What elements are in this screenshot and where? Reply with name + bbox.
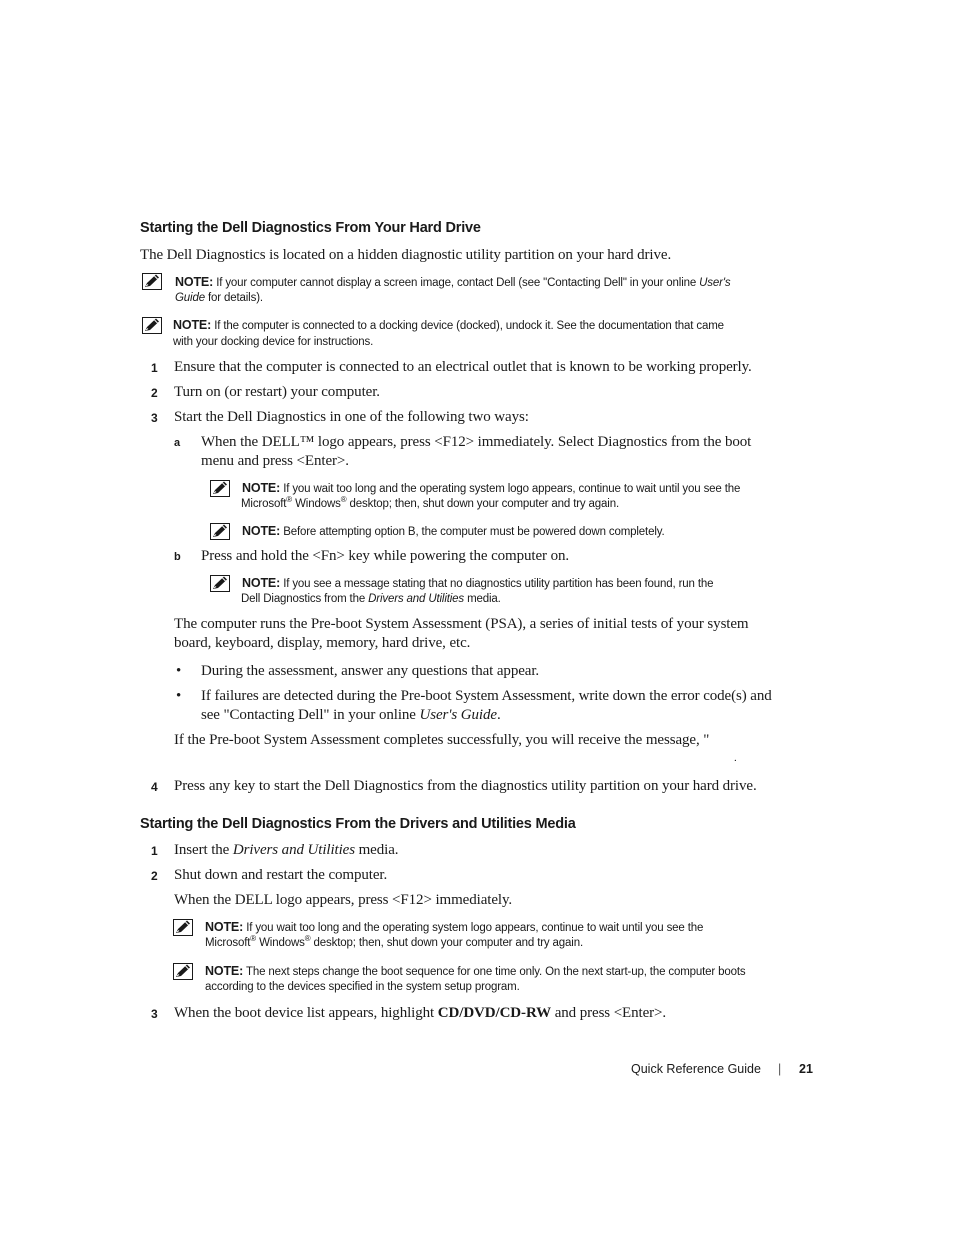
note-6-text: If you wait too long and the operating system logo appears, continue to wait until you see the — [246, 922, 704, 934]
note-6-text-2: desktop; then, shut down your computer and try again. — [313, 937, 583, 949]
registered-mark: ® — [250, 934, 257, 943]
bullet-2-period: . — [496, 707, 501, 723]
note-label: NOTE: — [242, 576, 281, 590]
note-label: NOTE: — [205, 964, 244, 978]
note-5-text: If you see a message stating that no diagnostics utility partition has been found, run the — [283, 578, 714, 590]
note-7-line-2: according to the devices specified in the system setup program. — [205, 981, 520, 993]
step-1-text: Ensure that the computer is connected to an electrical outlet that is known to be working properly. — [174, 359, 752, 375]
note-3-text-2: desktop; then, shut down your computer and try again. — [349, 498, 619, 510]
bullet-2-italic: User's Guide — [419, 707, 497, 723]
note-2-line-2: with your docking device for instructions. — [173, 336, 374, 348]
step-number: 1 — [151, 361, 158, 375]
media-step-1-italic: Drivers and Utilities — [232, 842, 355, 858]
note-label: NOTE: — [205, 920, 244, 934]
note-1-line-1 — [175, 275, 730, 289]
substep-a-line-2: menu and press <Enter>. — [201, 453, 349, 469]
bullet-2-line-1: If failures are detected during the Pre-boot System Assessment, write down the error code(s) and — [201, 688, 772, 704]
media-step-3-b: and press <Enter>. — [554, 1005, 667, 1021]
media-step-1-text — [174, 842, 398, 859]
note-label: NOTE: — [242, 481, 281, 495]
step-number: 1 — [151, 844, 158, 858]
note-4-line-1 — [242, 524, 665, 538]
step-number: 2 — [151, 386, 158, 400]
note-pencil-icon — [210, 480, 230, 497]
bullet-2-text: see "Contacting Dell" in your online — [201, 707, 416, 723]
step-number: 2 — [151, 869, 158, 883]
bullet-dot: • — [176, 688, 182, 704]
section-heading-media: Starting the Dell Diagnostics From the Drivers and Utilities Media — [140, 816, 576, 832]
note-4-text: Before attempting option B, the computer must be powered down completely. — [283, 526, 665, 538]
footer-title: Quick Reference Guide — [631, 1062, 761, 1076]
note-6-windows: Windows — [259, 937, 305, 949]
substep-b-line-1: Press and hold the <Fn> key while powering the computer on. — [201, 548, 570, 564]
note-label: NOTE: — [173, 318, 212, 332]
page-number: 21 — [799, 1062, 813, 1076]
note-2-line-1 — [173, 318, 724, 332]
note-3-microsoft: Microsoft — [241, 498, 287, 510]
stray-period: . — [734, 752, 737, 764]
step-2-text: Turn on (or restart) your computer. — [174, 384, 380, 400]
media-step-2-sub: When the DELL logo appears, press <F12> immediately. — [174, 892, 513, 908]
note-3-line-2 — [241, 495, 619, 510]
note-pencil-icon — [142, 317, 162, 334]
note-1-italic-2: Guide — [175, 292, 205, 304]
section-heading-hard-drive: Starting the Dell Diagnostics From Your Hard Drive — [140, 220, 481, 236]
intro-paragraph: The Dell Diagnostics is located on a hidden diagnostic utility partition on your hard drive. — [140, 247, 672, 263]
success-message-line: If the Pre-boot System Assessment completes successfully, you will receive the message, " — [174, 732, 710, 748]
note-1-line-2 — [175, 292, 263, 304]
note-5-text-2: Dell Diagnostics from the — [241, 593, 366, 605]
note-pencil-icon — [173, 919, 193, 936]
step-4-text: Press any key to start the Dell Diagnostics from the diagnostics utility partition on your hard drive. — [174, 778, 757, 794]
note-3-text: If you wait too long and the operating system logo appears, continue to wait until you see the — [283, 483, 741, 495]
media-step-1-b: media. — [358, 842, 399, 858]
note-pencil-icon — [173, 963, 193, 980]
note-1-text: If your computer cannot display a screen image, contact Dell (see "Contacting Dell" in your online — [216, 277, 697, 289]
substep-letter: a — [174, 437, 181, 449]
note-pencil-icon — [210, 575, 230, 592]
note-pencil-icon — [210, 523, 230, 540]
note-1-italic: User's — [699, 277, 731, 289]
registered-mark: ® — [286, 495, 293, 504]
note-1-text-2: for details). — [207, 292, 263, 304]
note-5-italic: Drivers and Utilities — [368, 593, 465, 605]
note-6-line-1 — [205, 920, 703, 934]
substep-letter: b — [174, 551, 181, 563]
media-step-3-a: When the boot device list appears, highlight — [174, 1005, 435, 1021]
psa-line-1: The computer runs the Pre-boot System Assessment (PSA), a series of initial tests of your system — [174, 616, 749, 632]
media-step-3-text — [174, 1005, 666, 1022]
media-step-2-text: Shut down and restart the computer. — [174, 867, 388, 883]
step-number: 3 — [151, 1007, 158, 1021]
psa-line-2: board, keyboard, display, memory, hard drive, etc. — [174, 635, 471, 651]
footer-separator: | — [778, 1062, 782, 1076]
note-pencil-icon — [142, 273, 162, 290]
media-step-3-bold: CD/DVD/CD-RW — [437, 1005, 552, 1021]
registered-mark: ® — [304, 934, 311, 943]
note-3-line-1 — [242, 481, 740, 495]
note-2-text: If the computer is connected to a docking device (docked), undock it. See the documentation that came — [214, 320, 724, 332]
registered-mark: ® — [340, 495, 347, 504]
bullet-dot: • — [176, 663, 182, 679]
step-number: 4 — [151, 780, 158, 794]
note-label: NOTE: — [242, 524, 281, 538]
note-6-microsoft: Microsoft — [205, 937, 251, 949]
step-number: 3 — [151, 411, 158, 425]
note-7-text: The next steps change the boot sequence for one time only. On the next start-up, the computer boots — [245, 966, 746, 978]
bullet-1-text: During the assessment, answer any questions that appear. — [201, 663, 540, 679]
note-label: NOTE: — [175, 275, 214, 289]
note-5-line-2 — [241, 593, 501, 605]
note-3-windows: Windows — [295, 498, 341, 510]
media-step-1-a: Insert the — [174, 842, 230, 858]
bullet-2-line-2 — [201, 707, 501, 724]
substep-a-line-1: When the DELL™ logo appears, press <F12> immediately. Select Diagnostics from the boot — [201, 434, 752, 450]
note-6-line-2 — [205, 934, 583, 949]
step-3-text: Start the Dell Diagnostics in one of the following two ways: — [174, 409, 529, 425]
note-7-line-1 — [205, 964, 746, 978]
note-5-line-1 — [242, 576, 713, 590]
note-5-text-3: media. — [467, 593, 501, 605]
